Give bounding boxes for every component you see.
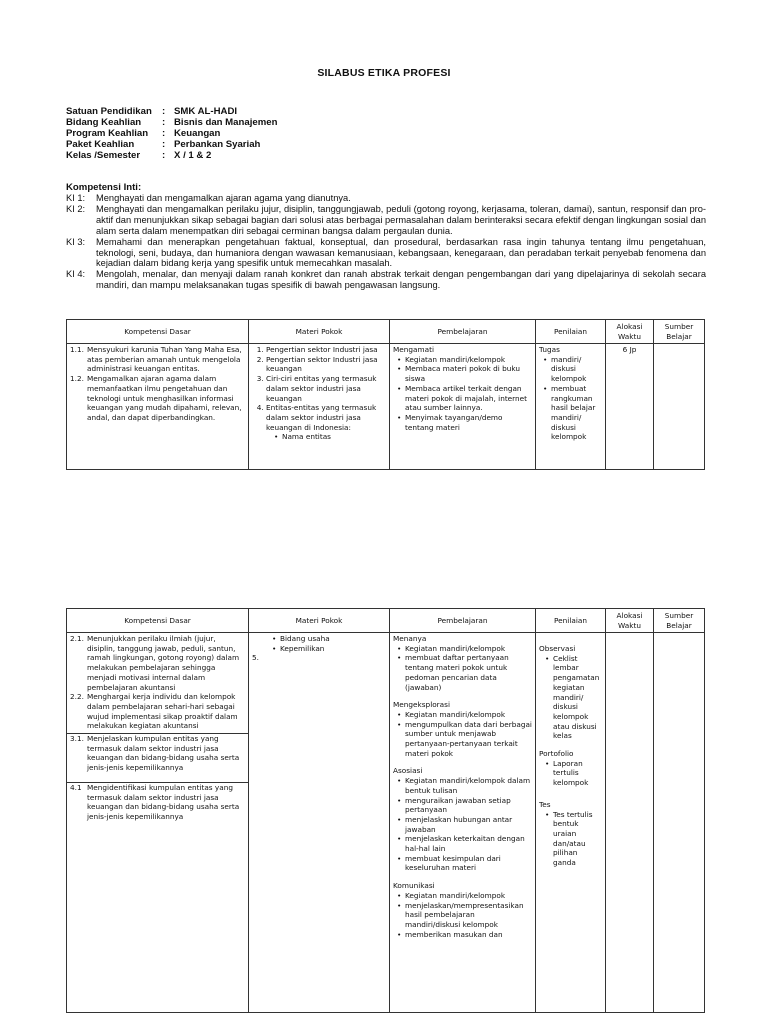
ki-number: KI 3: (66, 236, 86, 247)
list-item: • Kegiatan mandiri/kelompok (405, 891, 532, 901)
pn-cell (536, 344, 606, 470)
info-label: Paket Keahlian (66, 139, 135, 150)
pb-list (393, 644, 532, 693)
info-value: Bisnis dan Manajemen (174, 117, 278, 128)
header-penilaian: Penilaian (536, 609, 606, 633)
list-item: • Kegiatan mandiri/kelompok (405, 355, 532, 365)
kd-item (70, 345, 245, 374)
info-label: Satuan Pendidikan (66, 106, 152, 117)
pb-cell (390, 344, 536, 470)
list-item: • Tes tertulis bentuk uraian dan/atau pilihan ganda (553, 810, 602, 868)
pn-title: Tugas (539, 345, 560, 354)
pn-list (539, 759, 602, 788)
ki-number: KI 4: (66, 269, 86, 280)
kd-number: 1.1. (70, 345, 84, 354)
list-item: • Membaca materi pokok di buku siswa (405, 364, 532, 383)
list-item: • Laporan tertulis kelompok (553, 759, 602, 788)
list-item: • Kegiatan mandiri/kelompok (405, 710, 532, 720)
kd-number: 3.1. (70, 734, 84, 744)
header-alokasi-waktu: Alokasi Waktu (606, 609, 654, 633)
syllabus-table-2 (66, 608, 705, 1013)
info-value: Perbankan Syariah (174, 139, 261, 150)
document-title: SILABUS ETIKA PROFESI (317, 67, 451, 79)
kd-item (70, 374, 245, 423)
kd-number: 4.1 (70, 782, 82, 792)
ki-number: KI 2: (66, 203, 86, 214)
ki-item (66, 269, 706, 291)
list-item (266, 403, 386, 442)
ki-item (66, 204, 706, 237)
kd-text: Menjelaskan kumpulan entitas yang termasuk dalam sektor industri jasa keuangan dan bidang-bidang usaha serta jenis-jenis kepemilikannya (87, 734, 240, 773)
list-item: 1. Pengertian sektor Industri jasa (266, 345, 386, 355)
list-item: • menguraikan jawaban setiap pertanyaan (405, 796, 532, 815)
info-value: SMK AL-HADI (174, 106, 238, 117)
mp-cell (249, 344, 390, 470)
mp-sublist (266, 432, 386, 442)
pb-list (393, 710, 532, 759)
list-item: • Kegiatan mandiri/kelompok (405, 644, 532, 654)
list-item: • Nama entitas (282, 432, 386, 442)
info-label: Program Keahlian (66, 128, 149, 139)
pb-title: Menanya (393, 634, 427, 643)
ki-text: Mengolah, menalar, dan menyaji dalam ranah konkret dan ranah abstrak terkait dengan pengembangan dari yang dipelajarinya di sekolah secara mandiri, dan mampu melaksanakan tugas spesifik di bawah pengawasan langsung. (96, 269, 706, 291)
list-item: 2. Pengertian sektor Industri jasa keuangan (266, 355, 386, 374)
pn-title: Observasi (539, 644, 576, 653)
pn-title: Tes (539, 799, 551, 809)
info-row: Satuan Pendidikan : SMK AL-HADI (66, 106, 238, 117)
pb-list (393, 891, 532, 940)
ki-item (66, 237, 706, 270)
kd-text: Mensyukuri karunia Tuhan Yang Maha Esa, atas pemberian amanah untuk mengelola administrasi keuangan entitas. (87, 345, 242, 374)
kd-number: 2.2. (70, 692, 84, 702)
kd-cell (67, 344, 249, 470)
info-row: Bidang Keahlian : Bisnis dan Manajemen (66, 117, 278, 128)
identity-block (66, 106, 277, 161)
syllabus-table-1 (66, 319, 705, 470)
kd-text: Mengidentifikasi kumpulan entitas yang termasuk dalam sektor industri jasa keuangan dan bidang-bidang usaha serta jenis-jenis kepemilikannya (87, 782, 240, 821)
ki-number: KI 1: (66, 193, 86, 203)
table-row (67, 344, 705, 470)
info-row: Paket Keahlian : Perbankan Syariah (66, 139, 261, 150)
info-row: Kelas /Semester : X / 1 & 2 (66, 150, 212, 161)
header-sumber-belajar: Sumber Belajar (654, 320, 705, 344)
ki-text: Memahami dan menerapkan pengetahuan faktual, konseptual, dan prosedural, berdasarkan rasa ingin tahunya tentang ilmu pengetahuan, teknologi, seni, budaya, dan humaniora dengan wawasan kemanusiaan, kebangsaan, kenegaraan, dan peradaban terkait penyebab fenomena dan kejadian dalam bidang kerja yang spesifik untuk memecahkan masalah. (96, 236, 706, 269)
list-item: • Ceklist lembar pengamatan kegiatan mandiri/ diskusi kelompok atau diskusi kelas (553, 654, 602, 741)
pb-title: Komunikasi (393, 881, 435, 891)
header-pembelajaran: Pembelajaran (390, 320, 536, 344)
info-label: Kelas /Semester (66, 150, 141, 161)
info-value: Keuangan (174, 128, 221, 139)
header-pembelajaran: Pembelajaran (390, 609, 536, 633)
pb-cell (390, 633, 536, 1013)
list-item: • Kegiatan mandiri/kelompok dalam bentuk tulisan (405, 776, 532, 795)
ki-text: Menghayati dan mengamalkan ajaran agama yang dianutnya. (96, 193, 351, 203)
list-item: • menjelaskan keterkaitan dengan hal-hal lain (405, 834, 532, 853)
kd-number: 2.1. (70, 634, 84, 643)
mp-list (252, 634, 386, 653)
list-item: • membuat daftar pertanyaan tentang materi pokok untuk pedoman pencarian data (jawaban) (405, 653, 532, 692)
info-value: X / 1 & 2 (174, 150, 212, 161)
pn-list (539, 355, 602, 442)
aw-cell: 6 Jp (606, 344, 654, 470)
pb-title: Mengeksplorasi (393, 700, 450, 710)
pb-section (393, 881, 532, 939)
mp-list (252, 345, 386, 442)
mp-text: Entitas-entitas yang termasuk dalam sektor industri jasa keuangan di Indonesia: (266, 403, 377, 432)
list-item: 3. Ciri-ciri entitas yang termasuk dalam sektor industri jasa keuangan (266, 374, 386, 403)
pb-list (393, 355, 532, 433)
ki-heading: Kompetensi Inti: (66, 182, 142, 193)
pb-section (393, 634, 532, 692)
mp-cell (249, 633, 390, 1013)
header-materi-pokok: Materi Pokok (249, 609, 390, 633)
kd-block (67, 783, 248, 824)
list-item: • menjelaskan hubungan antar jawaban (405, 815, 532, 834)
kd-text: Mengamalkan ajaran agama dalam memanfaatkan ilmu pengetahuan dan teknologi untuk menghasilkan informasi keuangan yang mudah dipahami, relevan, andal, dan dapat diperbandingkan. (87, 374, 242, 422)
pn-list (539, 654, 602, 741)
aw-cell (606, 633, 654, 1013)
sb-cell (654, 633, 705, 1013)
ki-item (66, 193, 706, 204)
kd-number: 1.2. (70, 374, 84, 384)
list-item: • mengumpulkan data dari berbagai sumber untuk menjawab pertanyaan-pertanyaan terkait materi pokok (405, 720, 532, 759)
kd-text: Menghargai kerja individu dan kelompok dalam pembelajaran sehari-hari sebagai wujud implementasi sikap proaktif dalam melakukan kegiatan akuntansi (87, 692, 238, 731)
kd-block (67, 634, 248, 734)
header-materi-pokok: Materi Pokok (249, 320, 390, 344)
table-header-row (67, 609, 705, 633)
list-item: • membuat rangkuman hasil belajar mandiri/ diskusi kelompok (551, 384, 602, 442)
pn-cell (536, 633, 606, 1013)
header-alokasi-waktu: Alokasi Waktu (606, 320, 654, 344)
list-item: • Bidang usaha (280, 634, 386, 644)
pb-section (393, 766, 532, 873)
kd-item (70, 634, 245, 692)
pb-title: Mengamati (393, 345, 434, 354)
sb-cell (654, 344, 705, 470)
info-label: Bidang Keahlian (66, 117, 142, 128)
mp-number: 5. (252, 653, 259, 663)
table-header-row (67, 320, 705, 344)
kd-item (70, 692, 245, 731)
header-kompetensi-dasar: Kompetensi Dasar (67, 320, 249, 344)
kd-item (70, 734, 245, 773)
pb-list (393, 776, 532, 873)
pn-section (539, 644, 602, 741)
table-row (67, 633, 705, 1013)
ki-list (66, 193, 706, 291)
pn-section (539, 800, 602, 868)
list-item: • menjelaskan/mempresentasikan hasil pembelajaran mandiri/diskusi kelompok (405, 901, 532, 930)
kd-block (67, 734, 248, 783)
kd-cell (67, 633, 249, 1013)
pn-list (539, 810, 602, 868)
pb-section (393, 700, 532, 758)
list-item: • Kepemilikan (280, 644, 386, 654)
header-sumber-belajar: Sumber Belajar (654, 609, 705, 633)
pn-section (539, 749, 602, 788)
pb-title: Asosiasi (393, 766, 423, 776)
header-penilaian: Penilaian (536, 320, 606, 344)
list-item: • mandiri/ diskusi kelompok (551, 355, 602, 384)
ki-text: Menghayati dan mengamalkan perilaku jujur, disiplin, tanggungjawab, peduli (gotong royong, kerjasama, toleran, damai), santun, responsif dan pro-aktif dan menunjukkan sikap sebagai bagian dari solusi atas berbagai permasalahan dalam berinteraksi secara efektif dengan lingkungan sosial dan alam serta dalam menempatkan diri sebagai cerminan bangsa dalam pergaulan dunia. (96, 203, 706, 236)
list-item: • Membaca artikel terkait dengan materi pokok di majalah, internet atau sumber lainnya. (405, 384, 532, 413)
list-item: • membuat kesimpulan dari keseluruhan materi (405, 854, 532, 873)
pn-title: Portofolio (539, 749, 574, 759)
info-row: Program Keahlian : Keuangan (66, 128, 221, 139)
list-item: • memberikan masukan dan (405, 930, 532, 940)
header-kompetensi-dasar: Kompetensi Dasar (67, 609, 249, 633)
kd-text: Menunjukkan perilaku ilmiah (jujur, disiplin, tanggung jawab, peduli, santun, ramah lingkungan, gotong royong) dalam melakukan pembelajaran sehingga menjadi motivasi internal dalam pembelajaran akuntansi (87, 634, 240, 692)
kd-item (70, 783, 245, 822)
list-item: • Menyimak tayangan/demo tentang materi (405, 413, 532, 432)
